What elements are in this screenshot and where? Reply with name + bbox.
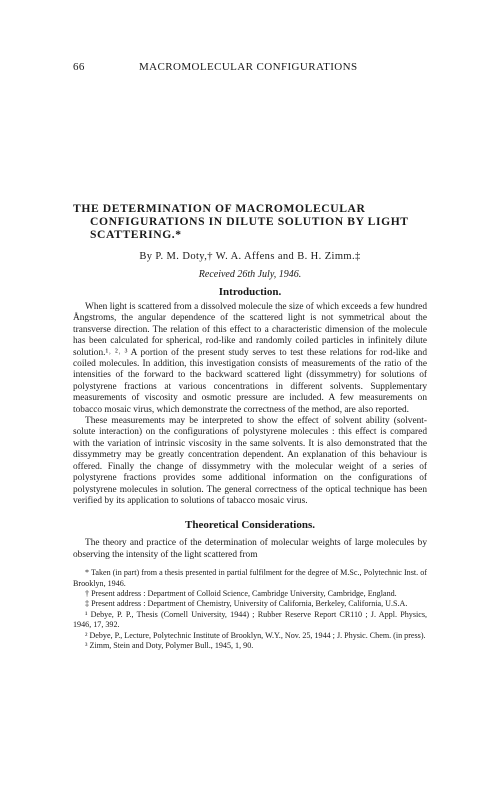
footnote: * Taken (in part) from a thesis presented in partial fulfilment for the degree of M.Sc., Polytechnic Inst. of Brooklyn, 1946. (73, 568, 427, 588)
page-number: 66 (73, 61, 85, 73)
running-head (73, 60, 427, 74)
footnotes (73, 568, 427, 651)
theory-body (73, 538, 427, 561)
theory-heading: Theoretical Considerations. (185, 519, 315, 532)
footnote: ² Debye, P., Lecture, Polytechnic Institute of Brooklyn, W.Y., Nov. 25, 1944 ; J. Physic. Chem. (in press). (85, 630, 426, 640)
article-title: THE DETERMINATION OF MACROMOLECULAR CONFIGURATIONS IN DILUTE SOLUTION BY LIGHT SCATTERING.* (73, 202, 409, 241)
footnote: ³ Zimm, Stein and Doty, Polymer Bull., 1945, 1, 90. (85, 640, 254, 650)
running-title: MACROMOLECULAR CONFIGURATIONS (139, 61, 358, 73)
introduction-paragraph: When light is scattered from a dissolved molecule the size of which exceeds a few hundred Ångstroms, the angular dependence of the scattered light is not symmetrical about the transverse direction. The relation of this effect to a characteristic dimension of the molecule has been calculated for spherical, rod-like and randomly coiled particles in infinitely dilute solution.¹˒ ²˒ ³ A portion of the present study serves to test these relations for rod-like and coiled molecules. In addition, this investigation consists of measurements of the ratio of the intensities of the forward to the backward scattered light (dissymmetry) for solutions of polystyrene fractions at various concentrations in different solvents. Supplementary measurements of viscosity and osmotic pressure are included. A few measurements on tobacco mosaic virus, which demonstrate the correctness of the method, are also reported. (73, 302, 427, 415)
introduction-heading: Introduction. (218, 286, 282, 298)
journal-page (73, 60, 427, 651)
footnote: † Present address : Department of Colloid Science, Cambridge University, Cambridge, England. (85, 588, 397, 598)
received-date: Received 26th July, 1946. (198, 269, 302, 280)
article-authors: By P. M. Doty,† W. A. Affens and B. H. Zimm.‡ (139, 251, 361, 262)
introduction-body (73, 302, 427, 507)
introduction-paragraph: These measurements may be interpreted to show the effect of solvent ability (solvent-solute interaction) on the configurations of polystyrene molecules : this effect is compared with the variation of intrinsic viscosity in the same solvents. It is also demonstrated that the dissymmetry may be greatly concentration dependent. An explanation of this behaviour is offered. Finally the change of dissymmetry with the molecular weight of a series of polystyrene fractions provides some additional information on the configurations of polystyrene molecules in solution. The general correctness of the optical technique has been verified by its application to solutions of tabacco mosaic virus. (73, 416, 427, 506)
theory-paragraph: The theory and practice of the determination of molecular weights of large molecules by observing the intensity of the light scattered from (73, 538, 427, 560)
footnote: ¹ Debye, P. P., Thesis (Cornell University, 1944) ; Rubber Reserve Report CR110 ; J. Appl. Physics, 1946, 17, 392. (73, 609, 427, 630)
footnote: ‡ Present address : Department of Chemistry, University of California, Berkeley, California, U.S.A. (85, 599, 408, 609)
